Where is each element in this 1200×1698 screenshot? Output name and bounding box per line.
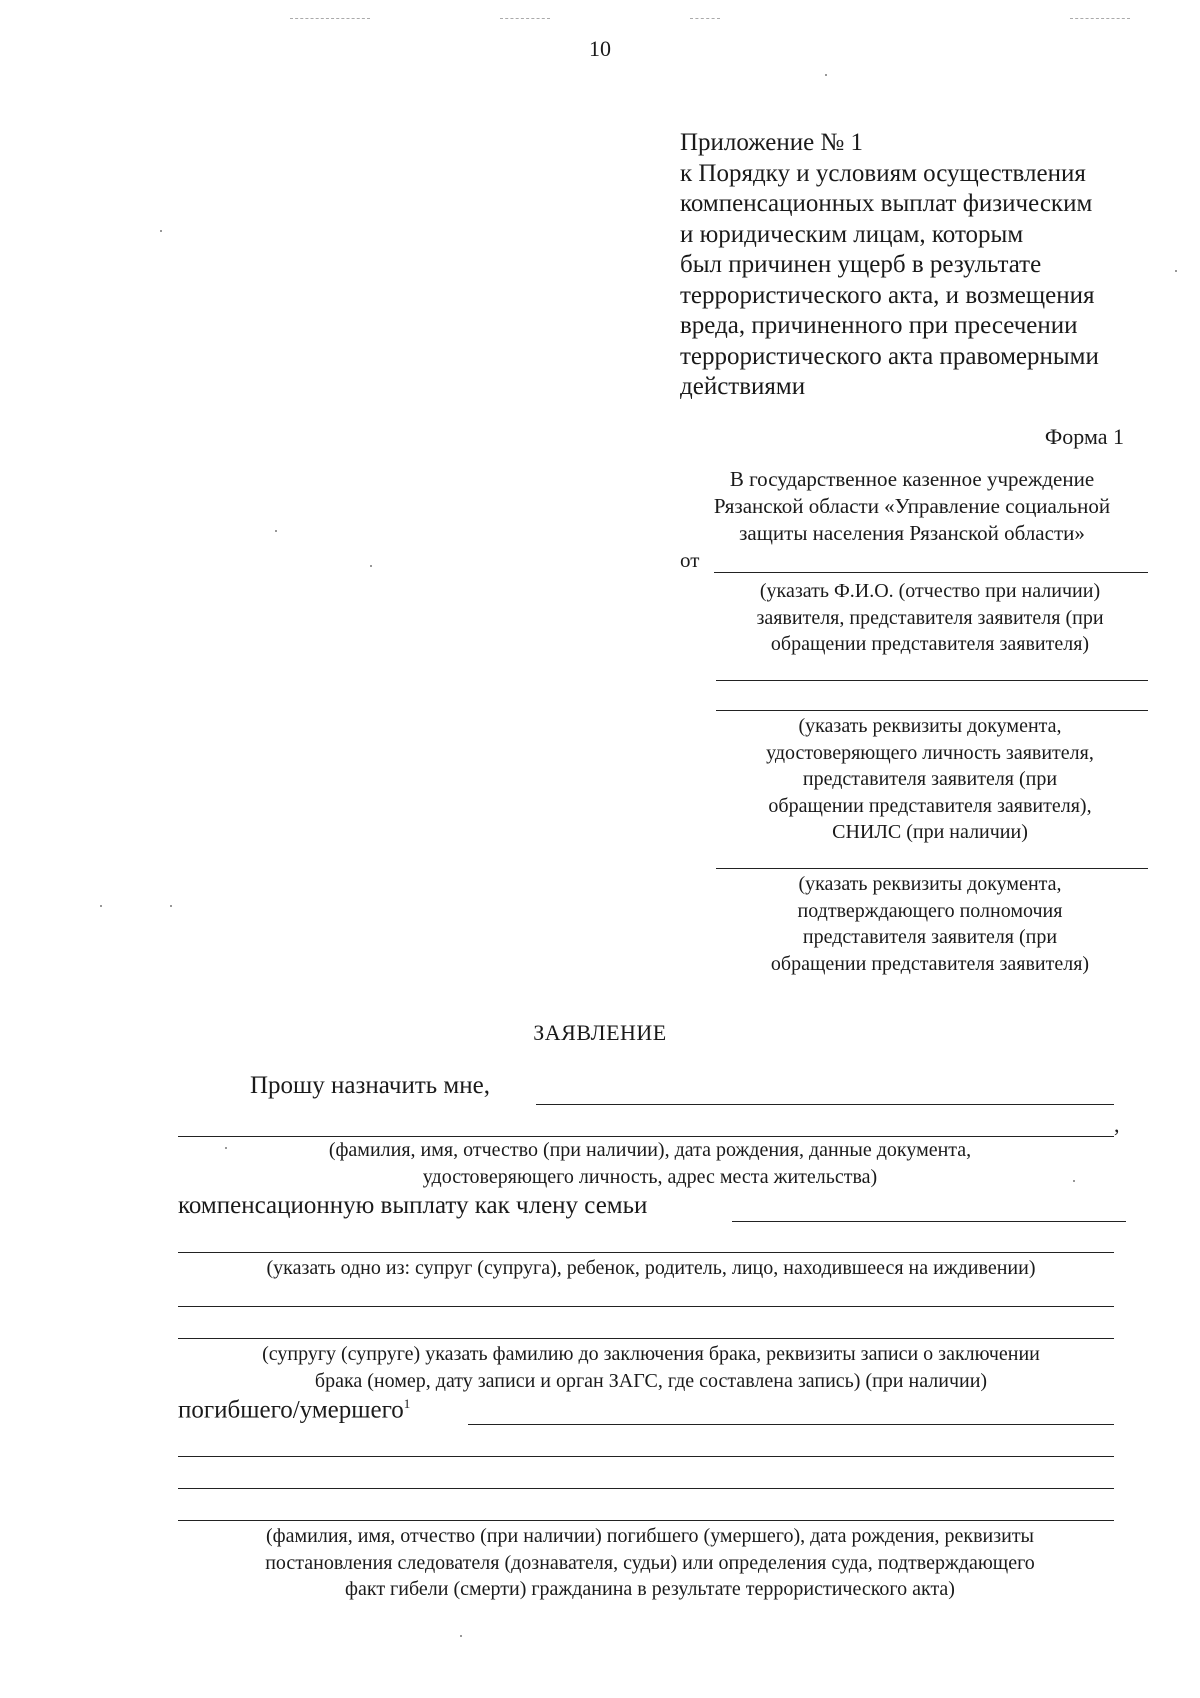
form-label: Форма 1 <box>1044 424 1124 449</box>
deceased-details-field-line-3[interactable] <box>178 1488 1114 1489</box>
appendix-line: вреда, причиненного при пресечении <box>680 312 1078 339</box>
appendix-header <box>680 128 1099 403</box>
appendix-line: к Порядку и условиям осуществления <box>680 159 1086 187</box>
scan-speck <box>370 565 372 567</box>
scan-speck <box>160 230 162 232</box>
scan-speck <box>460 1635 462 1637</box>
deceased-text: погибшего/умершего$^1$ <box>178 1396 411 1424</box>
document-title: ЗАЯВЛЕНИЕ <box>533 1020 667 1045</box>
identity-doc-field-line-2[interactable] <box>716 710 1148 711</box>
deceased-hint: (фамилия, имя, отчество (при наличии) погибшего (умершего), дата рождения, реквизиты постановления следователя (дознавателя, судьи) или определения суда, подтверждающего факт гибели (смерти) гражданина в результате террористического акта) <box>265 1525 1035 1600</box>
appendix-line: террористического акта, и возмещения <box>680 281 1095 309</box>
deceased-details-field-line-2[interactable] <box>178 1456 1114 1457</box>
family-relation-field-line-2[interactable] <box>178 1252 1114 1253</box>
applicant-name-field[interactable] <box>714 572 1148 573</box>
spouse-details-field-line-2[interactable] <box>178 1338 1114 1339</box>
addressee-line: Рязанской области «Управление социальной <box>713 494 1111 518</box>
authority-doc-hint: (указать реквизиты документа, подтверждающего полномочия представителя заявителя (при обращении представителя заявителя) <box>770 873 1090 975</box>
person-details-field-line-1[interactable] <box>536 1104 1114 1105</box>
person-details-hint: (фамилия, имя, отчество (при наличии), дата рождения, данные документа, удостоверяющего личность, адрес места жительства) <box>328 1139 972 1188</box>
addressee-line: В государственное казенное учреждение <box>729 467 1095 491</box>
scan-speck <box>100 905 102 907</box>
appendix-line: действиями <box>680 373 806 400</box>
request-text: Прошу назначить мне, <box>250 1072 490 1099</box>
scan-speck <box>825 74 827 76</box>
spouse-hint: (супругу (супруге) указать фамилию до заключения брака, реквизиты записи о заключении брака (номер, дату записи и орган ЗАГС, где составлена запись) (при наличии) <box>262 1343 1040 1392</box>
comma-mark: , <box>1114 1112 1120 1137</box>
appendix-line: и юридическим лицам, которым <box>680 220 1024 248</box>
identity-doc-field-line-1[interactable] <box>716 680 1148 681</box>
deceased-details-field-line-4[interactable] <box>178 1520 1114 1521</box>
family-relation-field-line-1[interactable] <box>732 1221 1126 1222</box>
scan-speck <box>170 905 172 907</box>
appendix-line: компенсационных выплат физическим <box>680 190 1093 217</box>
authority-doc-field[interactable] <box>716 868 1148 869</box>
addressee-block <box>680 466 1144 547</box>
scan-edge-mark <box>500 18 550 19</box>
scan-edge-mark <box>690 18 720 19</box>
page-number: 10 <box>589 36 611 61</box>
appendix-line: был причинен ущерб в результате <box>680 251 1042 278</box>
spouse-details-field-line-1[interactable] <box>178 1306 1114 1307</box>
scan-speck <box>275 530 277 532</box>
scan-edge-mark <box>1070 18 1130 19</box>
from-label: от <box>680 548 700 572</box>
addressee-line: защиты населения Рязанской области» <box>739 521 1085 545</box>
relation-hint: (указать одно из: супруг (супруга), ребенок, родитель, лицо, находившееся на иждивении) <box>266 1257 1036 1279</box>
footnote-mark: 1 <box>403 1396 411 1411</box>
compensation-text: компенсационную выплату как члену семьи <box>178 1192 648 1219</box>
applicant-name-hint: (указать Ф.И.О. (отчество при наличии) заявителя, представителя заявителя (при обращении представителя заявителя) <box>756 580 1104 655</box>
scan-edge-mark <box>290 18 370 19</box>
appendix-line: террористического акта правомерными <box>680 342 1099 370</box>
appendix-line: Приложение № 1 <box>680 129 864 156</box>
deceased-details-field-line-1[interactable] <box>468 1424 1114 1425</box>
identity-doc-hint: (указать реквизиты документа, удостоверяющего личность заявителя, представителя заявителя (при обращении представителя заявителя), СНИЛС (при наличии) <box>766 715 1094 843</box>
scan-speck <box>1175 270 1177 272</box>
